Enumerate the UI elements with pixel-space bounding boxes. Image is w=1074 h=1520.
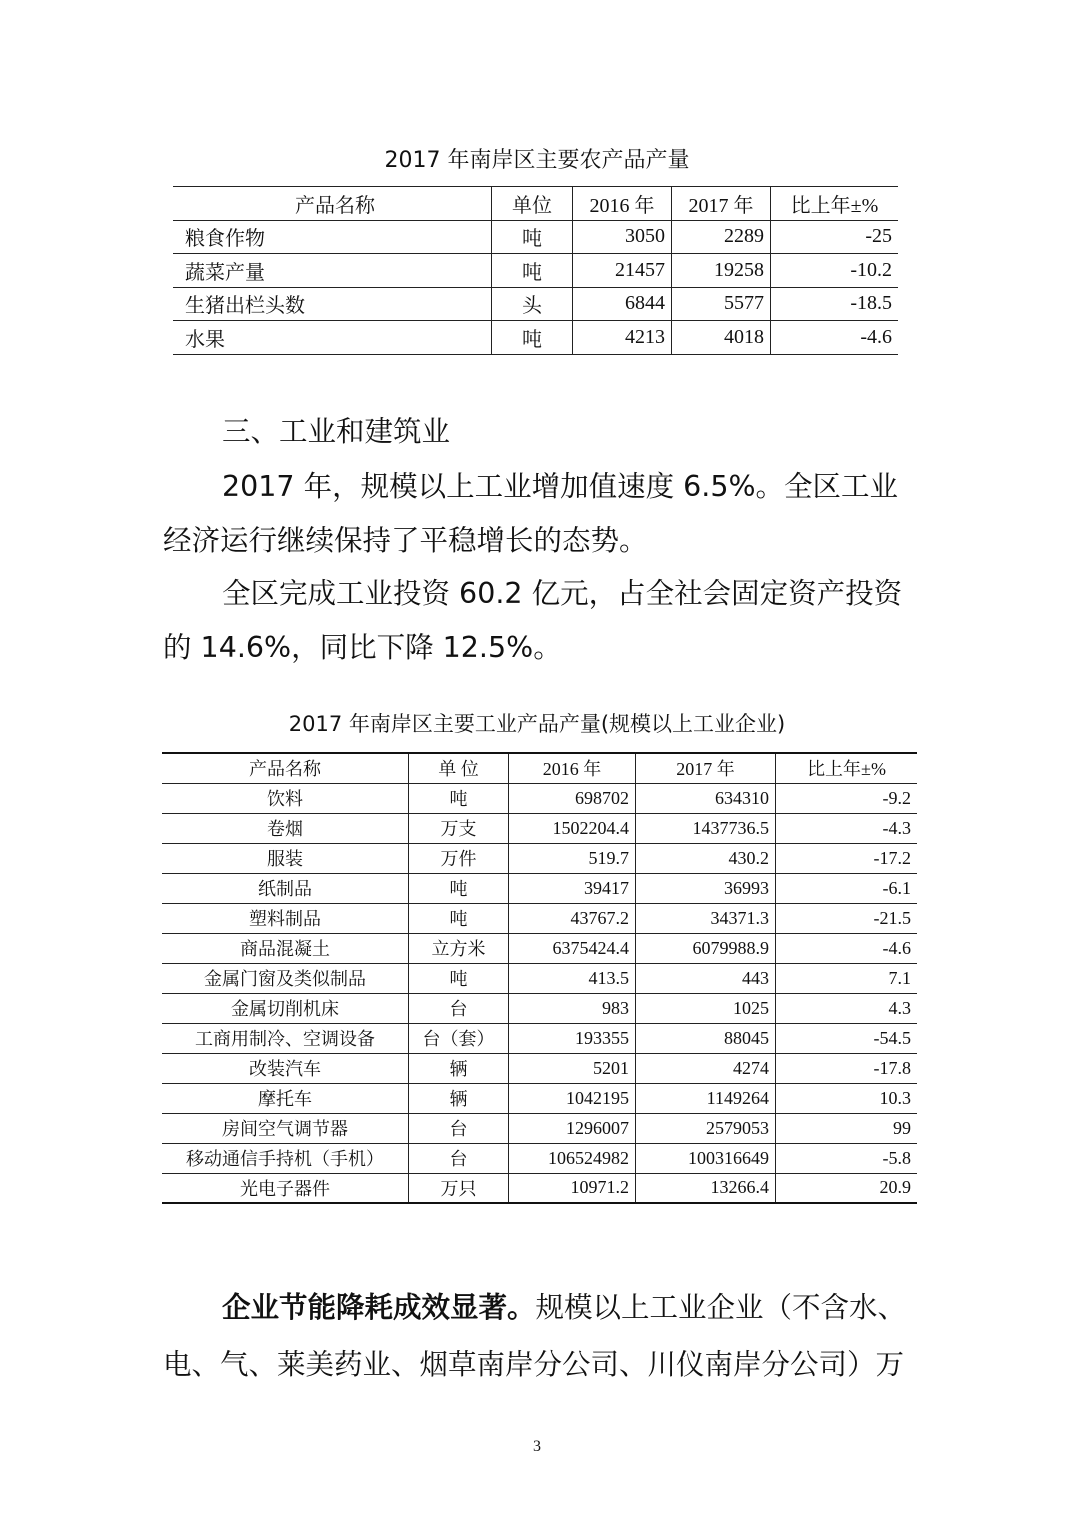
table-row — [173, 321, 898, 355]
page-number: 3 — [533, 1438, 541, 1455]
table-header-row — [173, 187, 898, 221]
table-cell: 193355 — [509, 1023, 636, 1053]
column-header: 产品名称 — [173, 187, 492, 221]
table-cell: 万只 — [409, 1173, 509, 1203]
table-cell: 2579053 — [636, 1113, 776, 1143]
table-cell: 纸制品 — [162, 873, 409, 903]
table-row — [173, 254, 898, 288]
table-cell: -21.5 — [776, 903, 918, 933]
table-cell: 3050 — [573, 220, 672, 254]
table-cell: 1296007 — [509, 1113, 636, 1143]
column-header: 比上年±% — [771, 187, 899, 221]
table1-title: 2017 年南岸区主要农产品产量 — [384, 148, 690, 173]
table-row — [162, 1083, 917, 1113]
table-cell: -17.8 — [776, 1053, 918, 1083]
industrial-products-table — [162, 752, 917, 1204]
table-row — [162, 783, 917, 813]
table-cell: -5.8 — [776, 1143, 918, 1173]
table-cell: 5201 — [509, 1053, 636, 1083]
column-header: 2017 年 — [636, 753, 776, 783]
table-cell: 34371.3 — [636, 903, 776, 933]
table-cell: 10971.2 — [509, 1173, 636, 1203]
table-cell: 光电子器件 — [162, 1173, 409, 1203]
table-cell: 19258 — [672, 254, 771, 288]
table-cell: 39417 — [509, 873, 636, 903]
table-cell: 99 — [776, 1113, 918, 1143]
column-header: 单 位 — [409, 753, 509, 783]
table-cell: 粮食作物 — [173, 220, 492, 254]
table-row — [162, 813, 917, 843]
table-cell: 4213 — [573, 321, 672, 355]
bold-lead: 企业节能降耗成效显著。 — [222, 1291, 536, 1324]
table-header-row — [162, 753, 917, 783]
table-cell: 4274 — [636, 1053, 776, 1083]
table-cell: 413.5 — [509, 963, 636, 993]
table-cell: -10.2 — [771, 254, 899, 288]
table-cell: -54.5 — [776, 1023, 918, 1053]
column-header: 比上年±% — [776, 753, 918, 783]
table-cell: 金属门窗及类似制品 — [162, 963, 409, 993]
table-cell: 10.3 — [776, 1083, 918, 1113]
table-cell: 6844 — [573, 287, 672, 321]
table-row — [162, 993, 917, 1023]
table-cell: 634310 — [636, 783, 776, 813]
table-cell: 台 — [409, 1113, 509, 1143]
table-cell: 吨 — [492, 254, 573, 288]
table-cell: -4.6 — [771, 321, 899, 355]
table-cell: 13266.4 — [636, 1173, 776, 1203]
table-cell: 6375424.4 — [509, 933, 636, 963]
table-cell: 辆 — [409, 1053, 509, 1083]
table-cell: 88045 — [636, 1023, 776, 1053]
table-cell: 1025 — [636, 993, 776, 1023]
paragraph-text: 规模以上工业企业（不含水、电、气、莱美药业、烟草南岸分公司、川仪南岸分公司）万 — [163, 1291, 907, 1381]
column-header: 产品名称 — [162, 753, 409, 783]
table-cell: 工商用制冷、空调设备 — [162, 1023, 409, 1053]
table-cell: 饮料 — [162, 783, 409, 813]
table-cell: -18.5 — [771, 287, 899, 321]
section-heading: 三、工业和建筑业 — [222, 415, 451, 448]
table-cell: 4018 — [672, 321, 771, 355]
agri-products-table — [173, 186, 898, 355]
table-cell: 金属切削机床 — [162, 993, 409, 1023]
table-cell: 辆 — [409, 1083, 509, 1113]
table-cell: 100316649 — [636, 1143, 776, 1173]
table-cell: 蔬菜产量 — [173, 254, 492, 288]
table-row — [162, 933, 917, 963]
column-header: 2017 年 — [672, 187, 771, 221]
table-cell: 20.9 — [776, 1173, 918, 1203]
table-cell: 房间空气调节器 — [162, 1113, 409, 1143]
table-row — [162, 1023, 917, 1053]
table-row — [162, 903, 917, 933]
table-row — [162, 843, 917, 873]
table-cell: -4.3 — [776, 813, 918, 843]
table-cell: 吨 — [409, 963, 509, 993]
table-row — [173, 287, 898, 321]
table-cell: 2289 — [672, 220, 771, 254]
table-cell: 7.1 — [776, 963, 918, 993]
table-cell: 1042195 — [509, 1083, 636, 1113]
paragraph-energy-saving — [163, 1279, 915, 1393]
table-cell: 立方米 — [409, 933, 509, 963]
table-cell: 21457 — [573, 254, 672, 288]
table-cell: -25 — [771, 220, 899, 254]
table-cell: 摩托车 — [162, 1083, 409, 1113]
table-cell: 台 — [409, 993, 509, 1023]
table-row — [173, 220, 898, 254]
table-cell: 吨 — [492, 321, 573, 355]
paragraph-industry-growth: 2017 年，规模以上工业增加值速度 6.5%。全区工业经济运行继续保持了平稳增长的态势。 — [163, 470, 899, 557]
table-cell: 万件 — [409, 843, 509, 873]
table-cell: 36993 — [636, 873, 776, 903]
table-cell: 吨 — [409, 873, 509, 903]
table-cell: 台 — [409, 1143, 509, 1173]
table-cell: -6.1 — [776, 873, 918, 903]
table-cell: -9.2 — [776, 783, 918, 813]
table-cell: 生猪出栏头数 — [173, 287, 492, 321]
table-cell: 吨 — [409, 903, 509, 933]
table-cell: 吨 — [492, 220, 573, 254]
table-cell: 塑料制品 — [162, 903, 409, 933]
table-cell: 吨 — [409, 783, 509, 813]
table-row — [162, 873, 917, 903]
table-cell: 519.7 — [509, 843, 636, 873]
table-cell: -4.6 — [776, 933, 918, 963]
table-cell: 头 — [492, 287, 573, 321]
column-header: 2016 年 — [509, 753, 636, 783]
table-cell: 6079988.9 — [636, 933, 776, 963]
column-header: 单位 — [492, 187, 573, 221]
table-cell: 698702 — [509, 783, 636, 813]
column-header: 2016 年 — [573, 187, 672, 221]
table-cell: 卷烟 — [162, 813, 409, 843]
table-cell: 430.2 — [636, 843, 776, 873]
table-cell: 台（套） — [409, 1023, 509, 1053]
table-cell: 1502204.4 — [509, 813, 636, 843]
table-row — [162, 1113, 917, 1143]
table2-title: 2017 年南岸区主要工业产品产量(规模以上工业企业) — [288, 712, 786, 736]
table-cell: 改装汽车 — [162, 1053, 409, 1083]
table-cell: 1437736.5 — [636, 813, 776, 843]
table-cell: 5577 — [672, 287, 771, 321]
table-cell: 443 — [636, 963, 776, 993]
table-cell: 106524982 — [509, 1143, 636, 1173]
table-cell: 水果 — [173, 321, 492, 355]
table-cell: 1149264 — [636, 1083, 776, 1113]
paragraph-industry-investment: 全区完成工业投资 60.2 亿元，占全社会固定资产投资的 14.6%，同比下降 12.5%。 — [163, 577, 903, 664]
table-cell: 服装 — [162, 843, 409, 873]
table-cell: 4.3 — [776, 993, 918, 1023]
table-cell: 43767.2 — [509, 903, 636, 933]
table-row — [162, 1053, 917, 1083]
table-cell: 983 — [509, 993, 636, 1023]
table-cell: 万支 — [409, 813, 509, 843]
table-cell: 移动通信手持机（手机） — [162, 1143, 409, 1173]
table-row — [162, 963, 917, 993]
table-cell: -17.2 — [776, 843, 918, 873]
table-row — [162, 1173, 917, 1203]
table-cell: 商品混凝土 — [162, 933, 409, 963]
table-row — [162, 1143, 917, 1173]
